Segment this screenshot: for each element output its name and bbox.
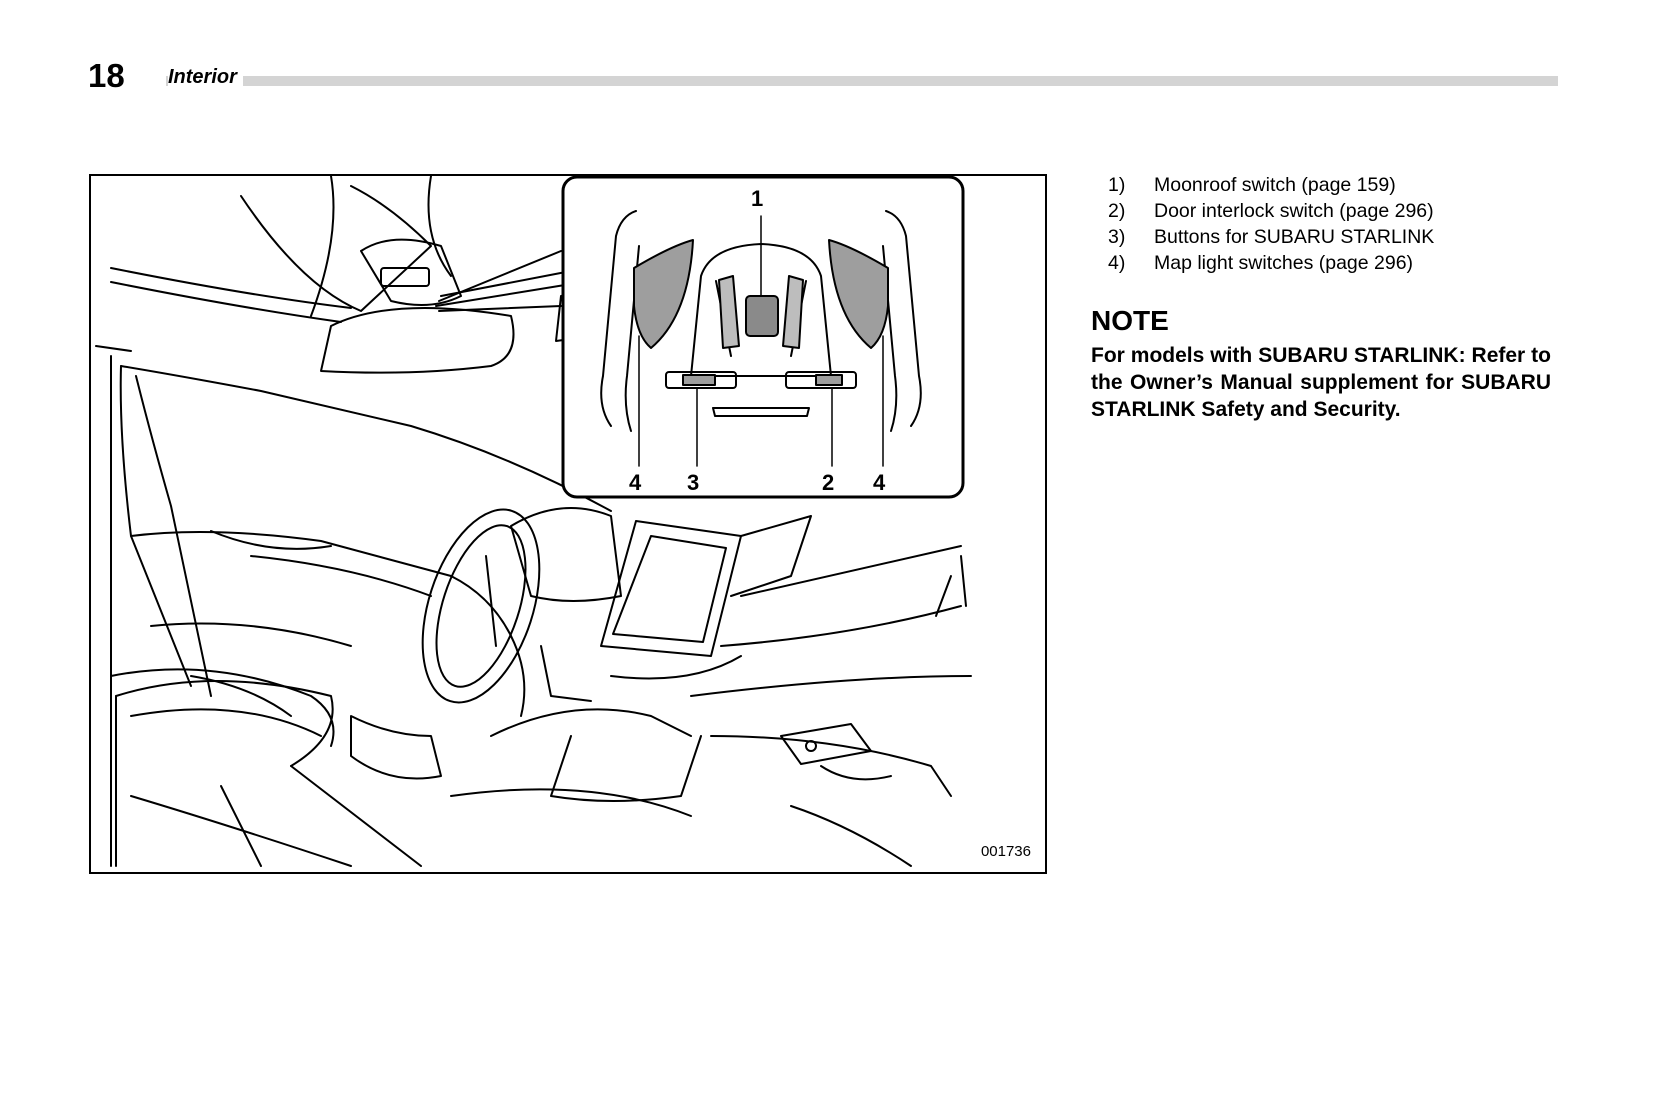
section-title: Interior — [168, 65, 243, 89]
page-header — [88, 56, 1558, 96]
callout-4-left: 4 — [629, 470, 642, 495]
page-number: 18 — [88, 57, 125, 94]
figure-id: 001736 — [980, 843, 1031, 860]
legend-number: 4) — [1108, 252, 1126, 274]
header-rule — [166, 76, 1558, 86]
legend-text: Moonroof switch (page 159) — [1154, 174, 1396, 196]
legend-item — [1108, 198, 1548, 224]
interior-illustration — [89, 174, 1047, 874]
interior-line-drawing — [91, 176, 1047, 874]
legend-item — [1108, 250, 1548, 276]
legend-text: Map light switches (page 296) — [1154, 252, 1414, 274]
callout-1: 1 — [751, 186, 764, 211]
note-body: For models with SUBARU STARLINK: Refer to the Owner’s Manual supplement for SUBARU STARLINK Safety and Security. — [1091, 344, 1551, 421]
legend-text: Buttons for SUBARU STARLINK — [1154, 226, 1435, 248]
legend-number: 1) — [1108, 174, 1126, 196]
note-heading: NOTE — [1091, 305, 1169, 336]
legend-text: Door interlock switch (page 296) — [1154, 200, 1434, 222]
figure-legend — [1108, 172, 1548, 276]
legend-number: 3) — [1108, 226, 1126, 248]
callout-3: 3 — [687, 470, 700, 495]
callout-2: 2 — [822, 470, 835, 495]
callout-4-right: 4 — [873, 470, 886, 495]
legend-number: 2) — [1108, 200, 1126, 222]
legend-item — [1108, 224, 1548, 250]
legend-item — [1108, 172, 1548, 198]
